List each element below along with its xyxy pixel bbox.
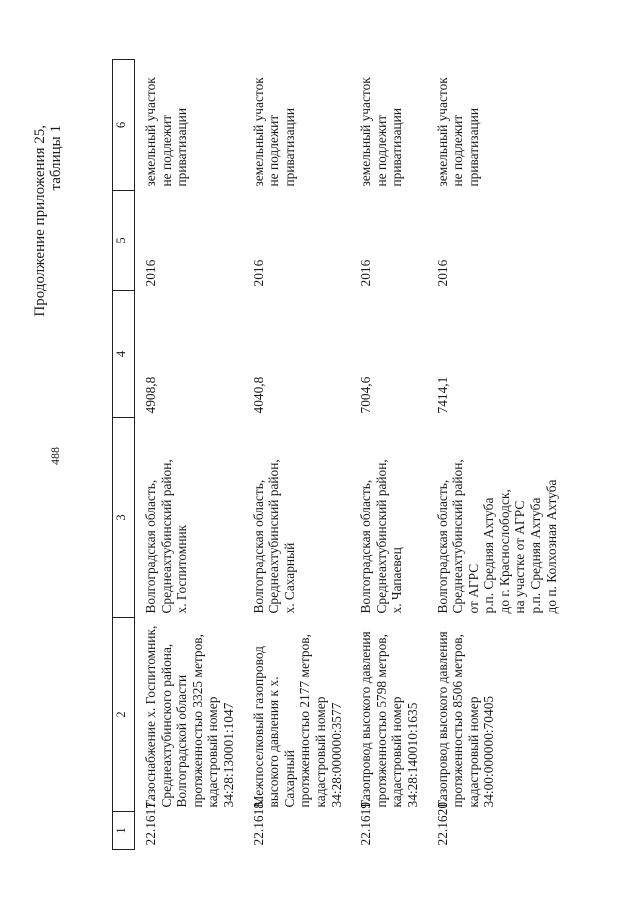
object-note-line: земельный участок xyxy=(143,77,158,187)
row-number: 22.1619. xyxy=(358,798,374,846)
object-name-line: кадастровый номер xyxy=(205,696,221,808)
object-note-line: не подлежит xyxy=(450,114,466,187)
column-header: 4 xyxy=(113,291,135,418)
object-note-line: не подлежит xyxy=(158,114,174,187)
object-name-line: протяженностью 5798 метров, xyxy=(373,634,389,808)
object-year: 2016 xyxy=(143,259,158,287)
table-row xyxy=(243,60,351,850)
object-note-line: не подлежит xyxy=(266,114,282,187)
page-number: 488 xyxy=(48,447,62,465)
object-note-line: приватизации xyxy=(465,107,481,187)
row-number: 22.1618. xyxy=(250,798,266,846)
object-name-line: Межпоселковый газопровод xyxy=(250,646,266,808)
table-row xyxy=(135,60,243,850)
row-number: 22.1620. xyxy=(434,798,450,846)
table-row xyxy=(427,60,566,850)
object-name-line: кадастровый номер xyxy=(312,696,328,808)
object-name-line: Волгоградской области xyxy=(174,674,190,808)
object-name xyxy=(243,618,351,812)
object-location-line: от АГРС xyxy=(465,563,481,614)
object-name-line: Среднеахтубинского района, xyxy=(158,643,174,808)
caption-line-1: Продолжение приложения 25, xyxy=(32,125,48,317)
object-name xyxy=(350,618,426,812)
column-header: 5 xyxy=(113,191,135,291)
object-location-line: Волгоградская область, xyxy=(434,479,450,614)
object-note xyxy=(427,60,566,191)
object-name-line: Газопровод высокого давления xyxy=(434,631,450,808)
object-name-line: Газоснабжение х. Госпитомник, xyxy=(143,625,158,808)
object-name xyxy=(135,618,243,812)
object-value: 4040,8 xyxy=(250,376,266,414)
object-location-line: до п. Колхозная Ахтуба xyxy=(543,479,559,614)
object-note xyxy=(135,60,243,191)
object-location xyxy=(427,418,566,618)
object-name-line: протяженностью 2177 метров, xyxy=(297,634,313,808)
object-location-line: Среднеахтубинский район, xyxy=(266,459,282,614)
table-body xyxy=(135,60,566,850)
object-location-line: х. Чапаевец xyxy=(389,547,405,614)
object-location-line: на участке от АГРС xyxy=(512,500,528,614)
object-note-line: приватизации xyxy=(389,107,405,187)
object-location-line: Среднеахтубинский район, xyxy=(450,459,466,614)
object-name-line: 34:28:000000:3577 xyxy=(328,702,344,808)
object-value: 7414,1 xyxy=(434,376,450,414)
table-row xyxy=(350,60,426,850)
object-name-line: 34:00:000000:70405 xyxy=(481,695,497,808)
object-location-line: Волгоградская область, xyxy=(358,479,374,614)
object-name-line: кадастровый номер xyxy=(465,696,481,808)
object-note-line: земельный участок xyxy=(434,77,450,187)
object-note xyxy=(243,60,351,191)
object-year: 2016 xyxy=(358,259,374,287)
object-value: 4908,8 xyxy=(143,376,158,414)
table-caption xyxy=(32,125,64,317)
object-location-line: Волгоградская область, xyxy=(143,479,158,614)
object-note-line: приватизации xyxy=(174,107,190,187)
caption-line-2: таблицы 1 xyxy=(48,125,64,191)
object-name-line: 34:28:140010:1635 xyxy=(404,702,420,808)
object-name xyxy=(427,618,566,812)
table-header-row xyxy=(113,60,135,850)
object-location-line: р.п. Средняя Ахтуба xyxy=(528,497,544,614)
column-header: 6 xyxy=(113,60,135,191)
object-year: 2016 xyxy=(434,259,450,287)
column-header: 1 xyxy=(113,812,135,850)
object-location-line: х. Сахарный xyxy=(281,542,297,614)
column-header: 3 xyxy=(113,418,135,618)
column-header: 2 xyxy=(113,618,135,812)
object-location-line: Среднеахтубинский район, xyxy=(373,459,389,614)
object-name-line: протяженностью 8506 метров, xyxy=(450,634,466,808)
row-number: 22.1617. xyxy=(143,798,158,846)
object-location xyxy=(243,418,351,618)
object-location-line: р.п. Средняя Ахтуба xyxy=(481,497,497,614)
object-note-line: земельный участок xyxy=(358,77,374,187)
object-note-line: земельный участок xyxy=(250,77,266,187)
object-location xyxy=(135,418,243,618)
object-location xyxy=(350,418,426,618)
object-note-line: не подлежит xyxy=(373,114,389,187)
object-location-line: Среднеахтубинский район, xyxy=(158,459,174,614)
object-year: 2016 xyxy=(250,259,266,287)
object-location-line: х. Госпитомник xyxy=(174,524,190,614)
property-table xyxy=(112,59,565,850)
object-note xyxy=(350,60,426,191)
object-note-line: приватизации xyxy=(281,107,297,187)
object-name-line: Газопровод высокого давления xyxy=(358,631,374,808)
object-name-line: 34:28:130001:1047 xyxy=(220,702,236,808)
object-name-line: протяженностью 3325 метров, xyxy=(189,634,205,808)
object-name-line: высокого давления к х. Сахарный xyxy=(266,676,297,808)
object-value: 7004,6 xyxy=(358,376,374,414)
object-location-line: до г. Краснослободск, xyxy=(496,489,512,614)
object-location-line: Волгоградская область, xyxy=(250,479,266,614)
object-name-line: кадастровый номер xyxy=(389,696,405,808)
